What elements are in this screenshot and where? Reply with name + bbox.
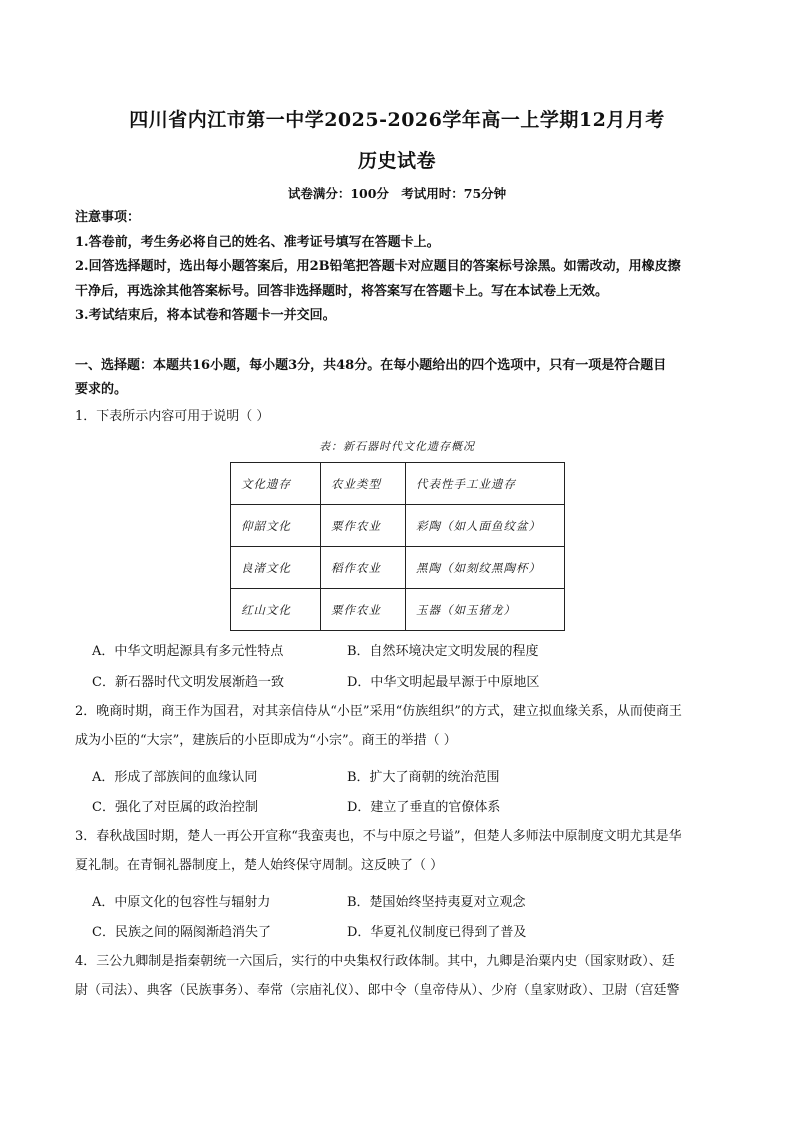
- table-cell: 黑陶（如刻纹黑陶杯）: [406, 547, 565, 589]
- option-a: A．中华文明起源具有多元性特点: [92, 644, 284, 659]
- option-d: D．中华文明起最早源于中原地区: [347, 675, 540, 690]
- option-c: C．新石器时代文明发展渐趋一致: [92, 675, 284, 690]
- section-heading: [75, 354, 725, 402]
- table-row: [231, 547, 565, 589]
- table-cell: 稻作农业: [321, 547, 406, 589]
- notes-block: [75, 206, 725, 329]
- option-b: B．扩大了商朝的统治范围: [347, 770, 500, 785]
- table-cell: 玉器（如玉猪龙）: [406, 589, 565, 631]
- option-c: C．民族之间的隔阂渐趋消失了: [92, 925, 271, 940]
- table-header-cell: 农业类型: [321, 463, 406, 505]
- table-header-cell: 文化遗存: [231, 463, 321, 505]
- option-b: B．自然环境决定文明发展的程度: [347, 644, 539, 659]
- section-line: 一、选择题：本题共16小题，每小题3分，共48分。在每小题给出的四个选项中，只有一项是符合题目: [75, 358, 667, 373]
- section-line: 要求的。: [75, 382, 128, 397]
- table-cell: 彩陶（如人面鱼纹盆）: [406, 505, 565, 547]
- table-cell: 红山文化: [231, 589, 321, 631]
- option-d: D．华夏礼仪制度已得到了普及: [347, 925, 527, 940]
- stem-line: 尉（司法）、典客（民族事务）、奉常（宗庙礼仪）、郎中令（皇帝侍从）、少府（皇家财政）、卫尉（宫廷警: [75, 983, 680, 998]
- stem-line: 2．晚商时期，商王作为国君，对其亲信侍从“小臣”采用“仿族组织”的方式，建立拟血缘关系，从而使商王: [75, 704, 682, 719]
- option-b: B．楚国始终坚持夷夏对立观念: [347, 895, 526, 910]
- note-line: 2.回答选择题时，选出每小题答案后，用2B铅笔把答题卡对应题目的答案标号涂黑。如需改动，用橡皮擦: [75, 259, 681, 274]
- exam-subject: 历史试卷: [357, 150, 436, 172]
- notes-heading: 注意事项：: [75, 210, 141, 225]
- table-caption: 表：新石器时代文化遗存概况: [319, 440, 475, 453]
- exam-info: [0, 184, 794, 202]
- note-line: 3.考试结束后，将本试卷和答题卡一并交回。: [75, 308, 336, 323]
- stem-line: 成为小臣的“大宗”，建族后的小臣即成为“小宗”。商王的举措（ ）: [75, 733, 457, 748]
- option-a: A．形成了部族间的血缘认同: [92, 770, 258, 785]
- note-line: 1.答卷前，考生务必将自己的姓名、准考证号填写在答题卡上。: [75, 234, 440, 250]
- table-row: [231, 589, 565, 631]
- question-2-stem: [75, 697, 727, 755]
- exam-duration: 考试用时：75分钟: [401, 186, 507, 201]
- table-cell: 仰韶文化: [231, 505, 321, 547]
- stem-line: 夏礼制。在青铜礼器制度上，楚人始终保守周制。这反映了（ ）: [75, 858, 444, 873]
- question-4-stem: [75, 947, 727, 1005]
- question-3-stem: [75, 822, 727, 880]
- table-cell: 粟作农业: [321, 589, 406, 631]
- option-d: D．建立了垂直的官僚体系: [347, 800, 501, 815]
- option-c: C．强化了对臣属的政治控制: [92, 800, 258, 815]
- full-score: 试卷满分：100分: [287, 186, 389, 201]
- table-cell: 粟作农业: [321, 505, 406, 547]
- note-line: 干净后，再选涂其他答案标号。回答非选择题时，将答案写在答题卡上。写在本试卷上无效。: [75, 283, 609, 299]
- question-1-stem: 1．下表所示内容可用于说明（ ）: [75, 409, 270, 424]
- option-a: A．中原文化的包容性与辐射力: [92, 895, 271, 910]
- culture-table: [230, 462, 565, 631]
- table-header-row: [231, 463, 565, 505]
- table-row: [231, 505, 565, 547]
- stem-line: 4．三公九卿制是指秦朝统一六国后，实行的中央集权行政体制。其中，九卿是治粟内史（国家财政）、廷: [75, 954, 675, 969]
- table-cell: 良渚文化: [231, 547, 321, 589]
- table-header-cell: 代表性手工业遗存: [406, 463, 565, 505]
- exam-title: 四川省内江市第一中学2025-2026学年高一上学期12月月考: [129, 109, 665, 131]
- stem-line: 3．春秋战国时期，楚人一再公开宣称“我蛮夷也，不与中原之号谥”，但楚人多师法中原制度文明尤其是华: [75, 829, 682, 844]
